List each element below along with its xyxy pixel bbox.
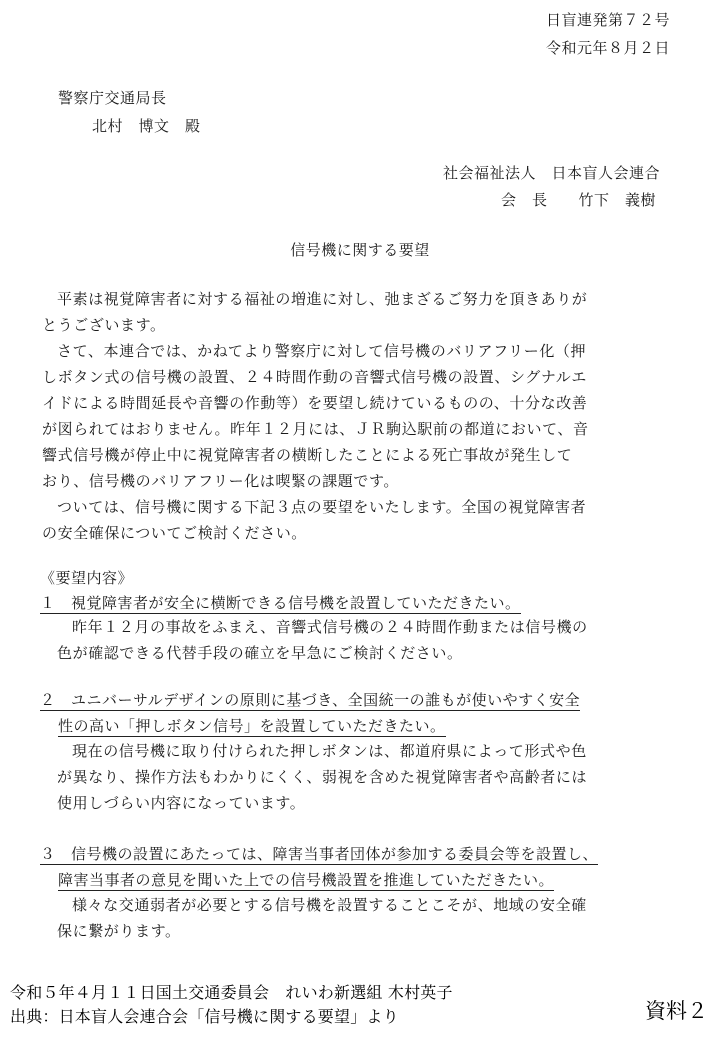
body-line: が図られてはおりません。昨年１２月には、ＪＲ駒込駅前の都道において、音: [42, 420, 589, 438]
body-line: が異なり、操作方法もわかりにくく、弱視を含めた視覚障害者や高齢者には: [57, 768, 588, 786]
doc-number: 日盲連発第７２号: [545, 11, 670, 29]
addressee-title: 警察庁交通局長: [58, 89, 167, 107]
doc-date: 令和元年８月２日: [545, 39, 670, 57]
request-3-heading-text: 障害当事者の意見を聞いた上での信号機設置を推進していただきたい。: [58, 871, 555, 889]
footer-source-line2: 出典：日本盲人会連合会「信号機に関する要望」より: [10, 1007, 399, 1026]
body-line: 様々な交通弱者が必要とする信号機を設置することこそが、地域の安全確: [72, 896, 587, 914]
request-1-heading: [40, 593, 521, 613]
body-line: 保に繋がります。: [57, 922, 181, 940]
body-line: ついては、信号機に関する下記３点の要望をいたします。全国の視覚障害者: [57, 498, 587, 516]
requests-heading: 《要望内容》: [40, 569, 134, 587]
request-3-body: [42, 892, 682, 944]
body-line: 響式信号機が停止中に視覚障害者の横断したことによる死亡事故が発生して: [42, 446, 573, 464]
reference-label: 資料２: [645, 999, 708, 1023]
request-1-body: [42, 614, 682, 666]
body-text: [42, 286, 682, 546]
body-line: イドによる時間延長や音響の作動等）を要望し続けているものの、十分な改善: [42, 394, 588, 412]
body-line: おり、信号機のバリアフリー化は喫緊の課題です。: [42, 472, 400, 490]
request-2-heading-text: 性の高い「押しボタン信号」を設置していただきたい。: [58, 717, 446, 735]
body-line: 現在の信号機に取り付けられた押しボタンは、都道府県によって形式や色: [72, 742, 587, 760]
footer-source-line1: 令和５年４月１１日国土交通委員会 れいわ新選組 木村英子: [10, 983, 453, 1002]
request-2-heading-line2: [58, 716, 446, 736]
sender-org: 社会福祉法人 日本盲人会連合: [442, 164, 660, 182]
body-line: 平素は視覚障害者に対する福祉の増進に対し、弛まざるご努力を頂きありが: [57, 290, 588, 308]
body-line: の安全確保についてご検討ください。: [42, 524, 307, 542]
request-2-body: [42, 738, 682, 816]
request-3-heading-line1: [40, 844, 598, 864]
request-2-heading-line1: [40, 690, 580, 710]
body-line: 色が確認できる代替手段の確立を早急にご検討ください。: [57, 644, 463, 662]
document-title: 信号機に関する要望: [290, 241, 430, 259]
body-line: とうございます。: [42, 316, 166, 334]
request-3-heading-text: ３ 信号機の設置にあたっては、障害当事者団体が参加する委員会等を設置し、: [40, 845, 599, 863]
body-line: さて、本連合では、かねてより警察庁に対して信号機のバリアフリー化（押: [57, 342, 587, 360]
body-line: 使用しづらい内容になっています。: [57, 794, 306, 812]
body-line: 昨年１２月の事故をふまえ、音響式信号機の２４時間作動または信号機の: [72, 618, 588, 636]
request-2-heading-text: ２ ユニバーサルデザインの原則に基づき、全国統一の誰もが使いやすく安全: [40, 691, 581, 709]
addressee-name: 北村 博文 殿: [92, 117, 201, 135]
request-1-heading-text: １ 視覚障害者が安全に横断できる信号機を設置していただきたい。: [40, 594, 521, 612]
sender-person: 会 長 竹下 義樹: [500, 191, 656, 209]
request-3-heading-line2: [58, 870, 554, 890]
body-line: しボタン式の信号機の設置、２４時間作動の音響式信号機の設置、シグナルエ: [42, 368, 587, 386]
